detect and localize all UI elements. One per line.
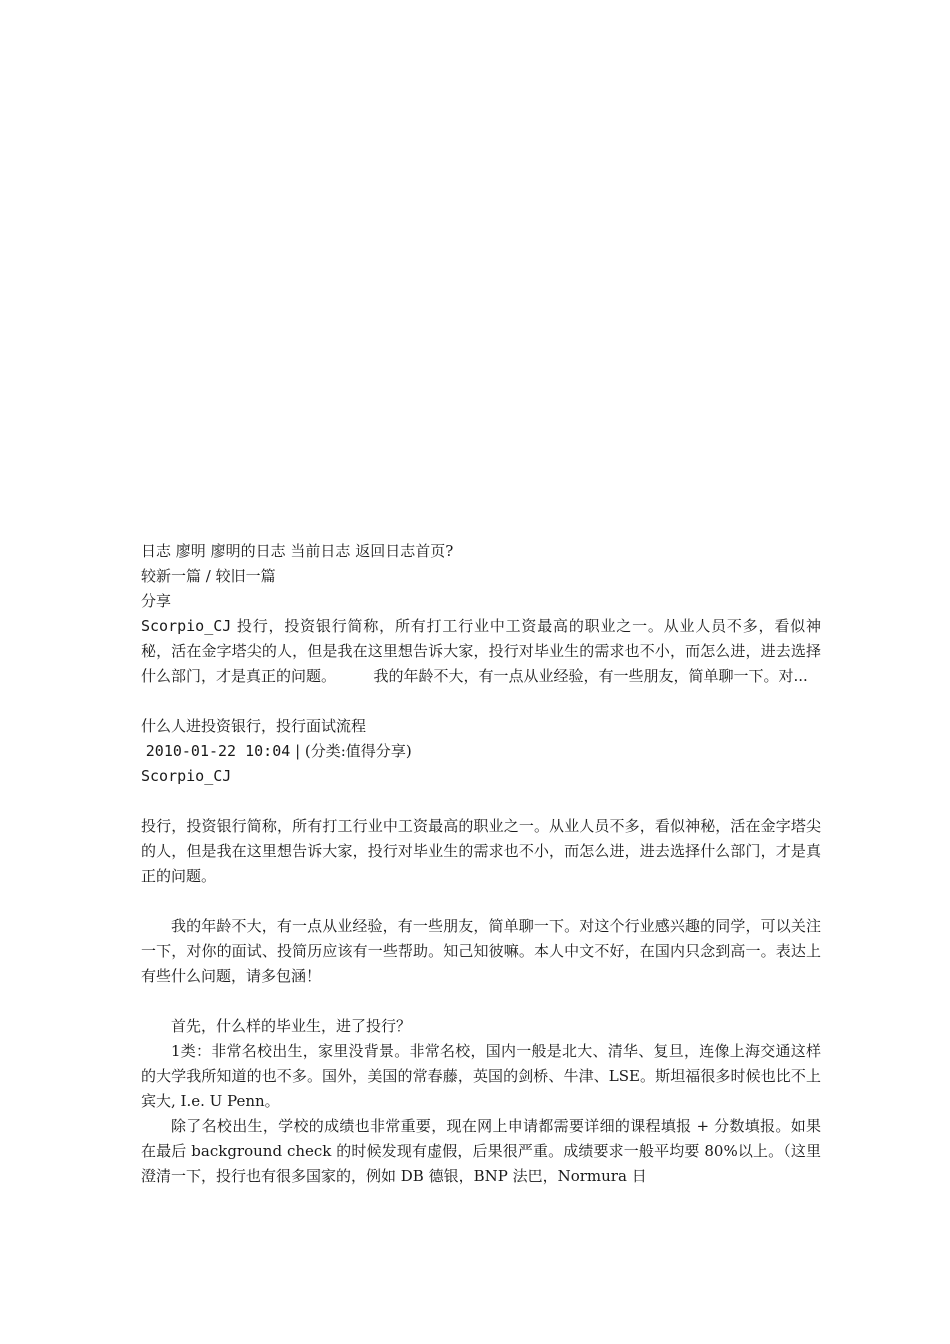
- post-paragraph-5: 除了名校出生，学校的成绩也非常重要，现在网上申请都需要详细的课程填报 + 分数填报。如果在最后 background check 的时候发现有虚假，后果很严重。成绩要求一般平均要 80%以上。（这里澄清一下，投行也有很多国家的，例如 DB 德银，BNP 法巴，Normura 日: [141, 1117, 821, 1185]
- post-paragraph-4: 1类：非常名校出生，家里没背景。非常名校，国内一般是北大、清华、复旦，连像上海交通这样的大学我所知道的也不多。国外，美国的常春藤，英国的剑桥、牛津、LSE。斯坦福很多时候也比不上宾大, I.e. U Penn。: [141, 1042, 821, 1110]
- share-row: [141, 589, 821, 614]
- post-meta: [141, 739, 821, 764]
- summary-author: Scorpio_CJ: [141, 617, 232, 635]
- post-nav: [141, 564, 821, 589]
- breadcrumb-diary[interactable]: 日志: [141, 542, 172, 560]
- post-paragraph-1: 投行，投资银行简称，所有打工行业中工资最高的职业之一。从业人员不多，看似神秘，活在金字塔尖的人，但是我在这里想告诉大家，投行对毕业生的需求也不小，而怎么进，进去选择什么部门，才是真正的问题。: [141, 817, 821, 885]
- summary-text: 投行，投资银行简称，所有打工行业中工资最高的职业之一。从业人员不多，看似神秘，活在金字塔尖的人，但是我在这里想告诉大家，投行对毕业生的需求也不小，而怎么进，进去选择什么部门，才是真正的问题。 我的年龄不大，有一点从业经验，有一些朋友，简单聊一下。对...: [141, 617, 821, 685]
- spacer: [141, 889, 821, 914]
- post-paragraph-2: 我的年龄不大，有一点从业经验，有一些朋友，简单聊一下。对这个行业感兴趣的同学，可以关注一下，对你的面试、投简历应该有一些帮助。知己知彼嘛。本人中文不好，在国内只念到高一。表达上有些什么问题，请多包涵！: [141, 917, 821, 985]
- breadcrumb: [141, 539, 821, 564]
- spacer: [141, 689, 821, 714]
- post-category[interactable]: (分类:值得分享): [304, 742, 412, 760]
- breadcrumb-home[interactable]: 返回日志首页?: [355, 542, 454, 560]
- post-title: 什么人进投资银行，投行面试流程: [141, 717, 367, 735]
- blog-content: [141, 539, 821, 1189]
- breadcrumb-current: 当前日志: [290, 542, 351, 560]
- older-post-link[interactable]: 较旧一篇: [215, 567, 276, 585]
- breadcrumb-user[interactable]: 廖明: [175, 542, 206, 560]
- post-paragraph-3: 首先，什么样的毕业生，进了投行？: [171, 1017, 412, 1035]
- summary-block: [141, 614, 821, 689]
- nav-divider: /: [205, 567, 211, 585]
- breadcrumb-user-diary[interactable]: 廖明的日志: [210, 542, 286, 560]
- post-datetime: 2010-01-22 10:04: [145, 742, 291, 760]
- spacer: [141, 789, 821, 814]
- spacer: [141, 989, 821, 1014]
- post-author: Scorpio_CJ: [141, 767, 232, 785]
- newer-post-link[interactable]: 较新一篇: [141, 567, 202, 585]
- share-link[interactable]: 分享: [141, 592, 172, 610]
- meta-divider: |: [295, 742, 301, 760]
